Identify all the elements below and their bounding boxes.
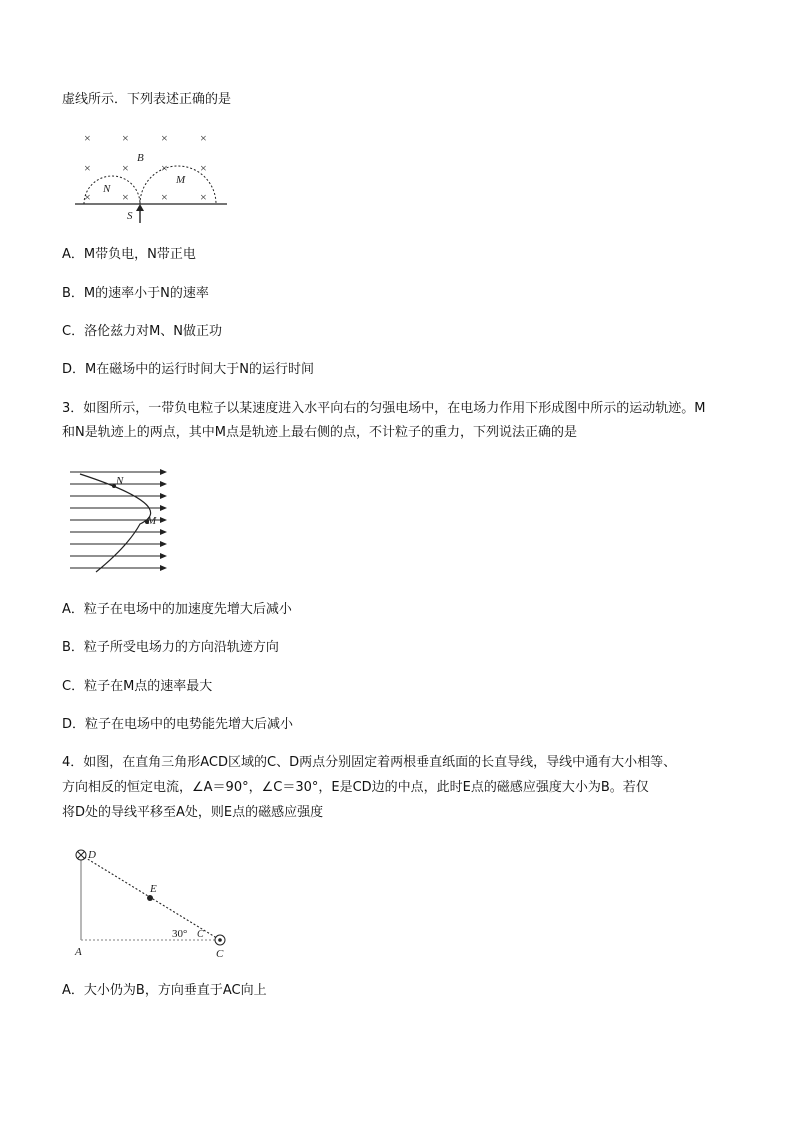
track-n — [84, 176, 140, 204]
wire-c-out-of-page — [215, 935, 225, 945]
label-m: M — [176, 174, 186, 186]
q3-option-b: B．粒子所受电场力的方向沿轨迹方向 — [62, 640, 279, 655]
q2-figure — [70, 128, 240, 228]
svg-text:×: × — [84, 131, 91, 145]
trajectory — [80, 474, 151, 572]
label-e: E — [150, 883, 157, 895]
svg-text:×: × — [200, 131, 207, 145]
q2-option-c: C．洛伦兹力对M、N做正功 — [62, 324, 223, 339]
svg-text:×: × — [200, 161, 207, 175]
q4-stem-line-3: 将D处的导线平移至A处，则E点的磁感应强度 — [62, 805, 324, 820]
svg-text:×: × — [84, 190, 91, 204]
intro-text: 虚线所示．下列表述正确的是 — [62, 92, 232, 107]
q4-stem-line-1: 4．如图，在直角三角形ACD区域的C、D两点分别固定着两根垂直纸面的长直导线，导线中通有大小相等、 — [62, 755, 677, 770]
point-e — [147, 895, 153, 901]
angle-label: 30° — [172, 928, 188, 940]
label-s: S — [127, 210, 133, 222]
svg-text:×: × — [122, 161, 129, 175]
label-c-small: C — [197, 929, 204, 940]
label-b: B — [137, 152, 144, 164]
q3-option-a: A．粒子在电场中的加速度先增大后减小 — [62, 602, 292, 617]
q3-option-c: C．粒子在M点的速率最大 — [62, 679, 213, 694]
svg-text:×: × — [161, 131, 168, 145]
svg-text:×: × — [122, 190, 129, 204]
svg-text:×: × — [84, 161, 91, 175]
q3-figure — [68, 466, 178, 576]
label-d: D — [88, 849, 96, 861]
label-c: C — [216, 948, 224, 960]
label-n: N — [103, 183, 111, 195]
svg-text:×: × — [161, 161, 168, 175]
q2-option-b: B．M的速率小于N的速率 — [62, 286, 209, 301]
q2-option-a: A．M带负电，N带正电 — [62, 247, 196, 262]
wire-d-into-page — [76, 850, 86, 860]
label-a: A — [75, 946, 82, 958]
svg-text:×: × — [161, 190, 168, 204]
svg-text:×: × — [122, 131, 129, 145]
q4-figure — [70, 842, 240, 962]
label-m: M — [147, 515, 157, 527]
label-n: N — [116, 475, 124, 487]
q3-option-d: D．粒子在电场中的电势能先增大后减小 — [62, 717, 294, 732]
q4-stem-line-2: 方向相反的恒定电流，∠A＝90°，∠C＝30°，E是CD边的中点，此时E点的磁感应强度大小为B。若仅 — [62, 780, 649, 795]
svg-text:×: × — [200, 190, 207, 204]
q3-stem-line-1: 3．如图所示，一带负电粒子以某速度进入水平向右的匀强电场中，在电场力作用下形成图中所示的运动轨迹。M — [62, 401, 706, 416]
q4-option-a: A．大小仍为B，方向垂直于AC向上 — [62, 983, 267, 998]
q2-option-d: D．M在磁场中的运行时间大于N的运行时间 — [62, 362, 314, 377]
q3-stem-line-2: 和N是轨迹上的两点，其中M点是轨迹上最右侧的点，不计粒子的重力，下列说法正确的是 — [62, 425, 577, 440]
